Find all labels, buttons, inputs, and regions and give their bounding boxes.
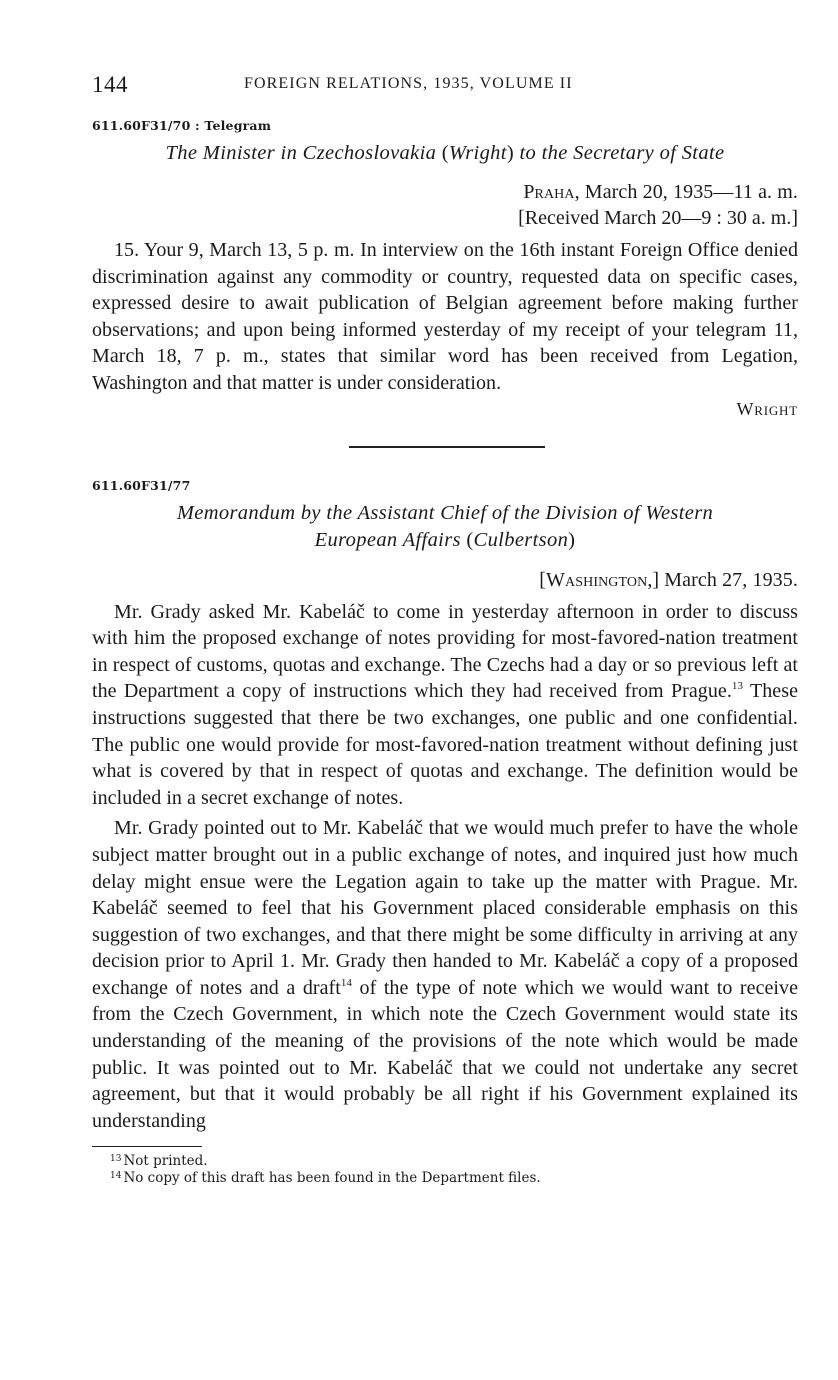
body-paragraph: 15. Your 9, March 13, 5 p. m. In interview on the 16th instant Foreign Office denied discrimination against any commodity or country, requested data on specific cases, expressed desire to await publication of Belgian agreement before making further observations; and upon being informed yesterday of my receipt of your telegram 11, March 18, 7 p. m., states that similar word has been received from Legation, Washington and that matter is under consideration. bbox=[92, 239, 798, 394]
heading-name: Wright bbox=[448, 142, 507, 164]
footnote bbox=[92, 1153, 798, 1170]
received-line: [Received March 20—9 : 30 a. m.] bbox=[518, 207, 798, 229]
dateline-place: Washington bbox=[546, 568, 648, 591]
paragraph-text: These instructions suggested that there be two exchanges, one public and one confidential. The public one would provide for most-favored-nation treatment without defining just what is covered by that in respect of quotas and exchange. The definition would be included in a secret exchange of notes. bbox=[92, 680, 798, 809]
dateline-date: , March 20, 1935—11 a. m. bbox=[574, 181, 798, 203]
footnote-marker: 14 bbox=[110, 1171, 122, 1182]
body-paragraph bbox=[92, 599, 798, 812]
heading-text: The Minister in Czechoslovakia bbox=[165, 142, 442, 164]
heading-name: Culbertson bbox=[473, 528, 569, 551]
heading-paren-open: ( bbox=[441, 142, 449, 164]
heading-text-end: to the Secretary of State bbox=[514, 142, 725, 164]
paragraph-text: Mr. Grady pointed out to Mr. Kabeláč that we would much prefer to have the whole subject matter brought out in a public exchange of notes, and inquired just how much delay might ensue were the Legation again to take up the matter with Prague. Mr. Kabeláč seemed to feel that his Government placed considerable emphasis on this suggestion of two exchanges, and that there might be some difficulty in arriving at any decision prior to April 1. Mr. Grady then handed to Mr. Kabeláč a copy of a proposed exchange of notes and a draft bbox=[92, 817, 798, 999]
footnotes bbox=[92, 1153, 798, 1187]
footnote-reference: 14 bbox=[340, 976, 352, 989]
heading-line-2 bbox=[92, 527, 798, 554]
running-title: FOREIGN RELATIONS, 1935, VOLUME II bbox=[244, 75, 573, 92]
dateline-bracket: [ bbox=[539, 568, 547, 591]
footnote-marker: 13 bbox=[110, 1154, 122, 1165]
footnote-text: Not printed. bbox=[123, 1153, 208, 1170]
footnote-rule bbox=[92, 1146, 202, 1147]
document-file-id: 611.60F31/77 bbox=[92, 477, 191, 493]
dateline bbox=[92, 567, 798, 593]
dateline-place: Praha bbox=[523, 181, 575, 203]
section-divider bbox=[349, 446, 545, 448]
footnote-text: No copy of this draft has been found in the Department files. bbox=[123, 1170, 541, 1187]
page-number: 144 bbox=[92, 72, 128, 97]
dateline bbox=[92, 179, 798, 205]
footnote-reference: 13 bbox=[731, 680, 743, 693]
page bbox=[92, 70, 798, 1187]
document-file-id: 611.60F31/70 : Telegram bbox=[92, 118, 272, 133]
footnote bbox=[92, 1170, 798, 1187]
heading-text: European Affairs bbox=[314, 528, 467, 551]
heading-paren-close: ) bbox=[506, 142, 515, 164]
signature: Wright bbox=[736, 398, 798, 419]
paragraph-text: Mr. Grady asked Mr. Kabeláč to come in yesterday afternoon in order to discuss with him the proposed exchange of notes providing for most-favored-nation treatment in respect of customs, quotas and exchange. The Czechs had a day or so previous left at the Department a copy of instructions which they had received from Prague. bbox=[92, 600, 798, 703]
running-head bbox=[92, 70, 798, 106]
body-paragraph bbox=[92, 815, 798, 1134]
heading-line-1: Memorandum by the Assistant Chief of the Division of Western bbox=[176, 501, 714, 524]
document-heading bbox=[92, 140, 798, 167]
heading-paren-close: ) bbox=[568, 528, 576, 551]
dateline-date: ,] March 27, 1935. bbox=[647, 568, 798, 591]
paragraph-text: of the type of note which we would want to receive from the Czech Government, in which note the Czech Government would state its understanding of the meaning of the provisions of the note which would be made public. It was pointed out to Mr. Kabeláč that we could not undertake any secret agreement, but that it would probably be all right if his Government explained its understanding bbox=[92, 976, 799, 1132]
heading-paren-open: ( bbox=[466, 528, 474, 551]
document-heading bbox=[92, 500, 798, 554]
